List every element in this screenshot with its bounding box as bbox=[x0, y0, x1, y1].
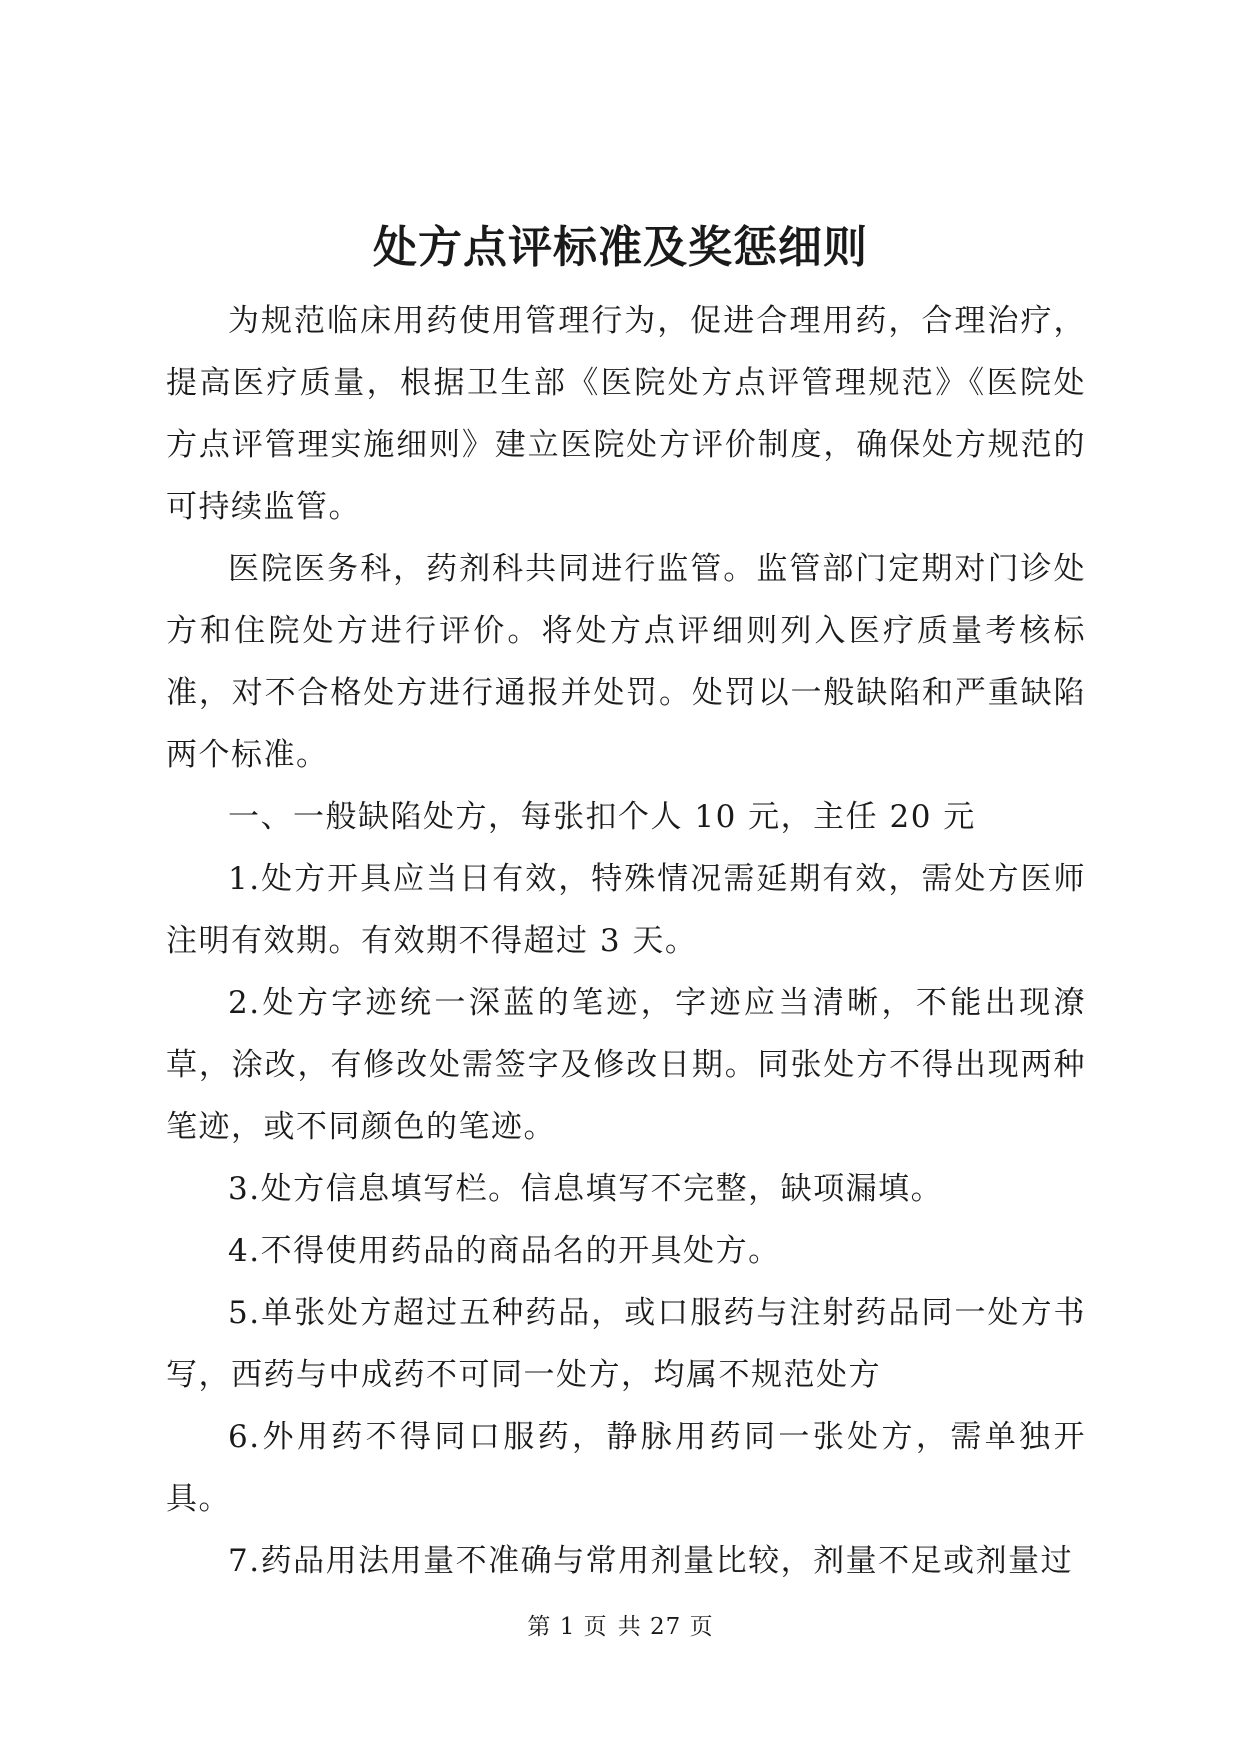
paragraph-intro: 为规范临床用药使用管理行为，促进合理用药，合理治疗，提高医疗质量，根据卫生部《医院处方点评管理规范》《医院处方点评管理实施细则》建立医院处方评价制度，确保处方规范的可持续监管。 bbox=[166, 303, 1086, 525]
list-item-3: 3.处方信息填写栏。信息填写不完整，缺项漏填。 bbox=[228, 1171, 944, 1207]
document-title: 处方点评标准及奖惩细则 bbox=[373, 222, 868, 273]
page-total: 共 27 页 bbox=[617, 1614, 714, 1640]
list-item-2: 2.处方字迹统一深蓝的笔迹，字迹应当清晰，不能出现潦草，涂改，有修改处需签字及修改日期。同张处方不得出现两种笔迹，或不同颜色的笔迹。 bbox=[166, 985, 1086, 1145]
list-item-7: 7.药品用法用量不准确与常用剂量比较，剂量不足或剂量过 bbox=[228, 1543, 1074, 1579]
page-footer bbox=[0, 1612, 1241, 1642]
list-item-1: 1.处方开具应当日有效，特殊情况需延期有效，需处方医师注明有效期。有效期不得超过 3 天。 bbox=[166, 861, 1086, 959]
page-number: 第 1 页 bbox=[527, 1614, 608, 1640]
list-item-4: 4.不得使用药品的商品名的开具处方。 bbox=[228, 1233, 781, 1269]
document-body bbox=[166, 290, 1086, 1592]
list-item-5: 5.单张处方超过五种药品，或口服药与注射药品同一处方书写，西药与中成药不可同一处方，均属不规范处方 bbox=[166, 1295, 1086, 1393]
list-item-6: 6.外用药不得同口服药，静脉用药同一张处方，需单独开具。 bbox=[166, 1419, 1086, 1517]
section-heading-general-defects: 一、一般缺陷处方，每张扣个人 10 元，主任 20 元 bbox=[228, 799, 976, 835]
paragraph-supervision: 医院医务科，药剂科共同进行监管。监管部门定期对门诊处方和住院处方进行评价。将处方点评细则列入医疗质量考核标准，对不合格处方进行通报并处罚。处罚以一般缺陷和严重缺陷两个标准。 bbox=[166, 551, 1086, 773]
